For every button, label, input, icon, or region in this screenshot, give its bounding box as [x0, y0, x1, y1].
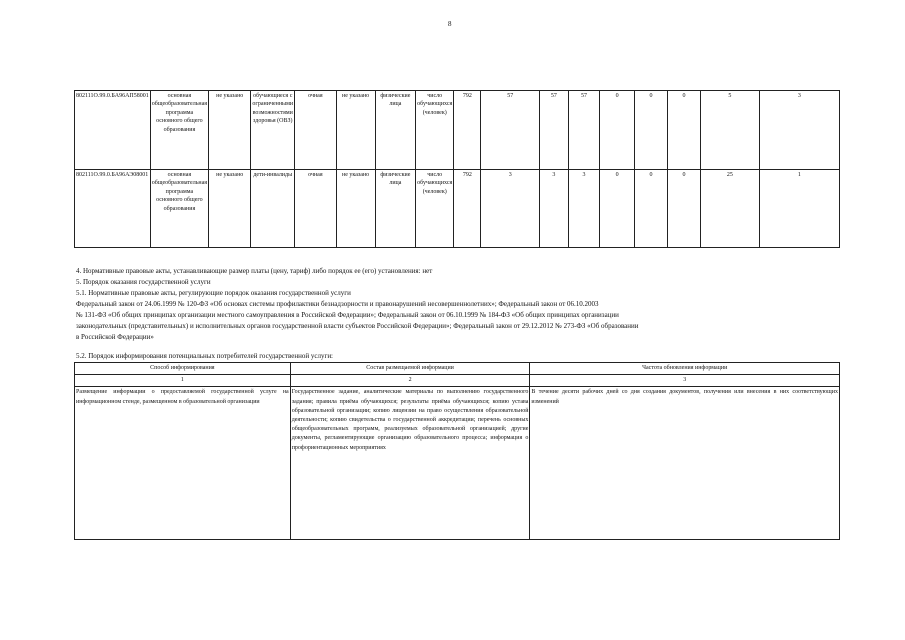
table-cell: не указано — [209, 91, 251, 170]
header-method: Способ информирования — [75, 363, 291, 375]
table-cell: не указано — [336, 91, 375, 170]
table-cell: основная общеобразовательная программа основного общего образования — [150, 91, 208, 170]
table-cell: не указано — [336, 170, 375, 248]
table-cell: 0 — [667, 170, 700, 248]
page-number: 8 — [448, 20, 452, 28]
laws-line-1: Федеральный закон от 24.06.1999 № 120-ФЗ «Об основах системы профилактики безнадзорности и правонарушений несовершеннолетних»; Федеральный закон от 06.10.2003 — [76, 300, 599, 308]
table-cell: основная общеобразовательная программа основного общего образования — [150, 170, 208, 248]
table-cell: 792 — [454, 91, 481, 170]
information-table — [74, 362, 840, 540]
table-cell: 1 — [759, 170, 839, 248]
col-number: 1 — [75, 375, 291, 387]
table-cell: 57 — [568, 91, 600, 170]
frequency-cell: В течение десяти рабочих дней со дня создания документов, получения или внесения в них соответствующих изменений — [530, 387, 840, 540]
table-cell: очная — [295, 91, 337, 170]
col-number: 3 — [530, 375, 840, 387]
services-volume-table — [74, 90, 840, 248]
table-cell: 792 — [454, 170, 481, 248]
laws-line-3: законодательных (представительных) и исполнительных органов государственной власти субъектов Российской Федерации»; Федеральный закон от 29.12.2012 № 273-ФЗ «Об образовании — [76, 322, 639, 330]
col-number: 2 — [290, 375, 530, 387]
table-cell: 0 — [635, 170, 668, 248]
table-cell: 802111О.99.0.БА96АП58001 — [75, 91, 151, 170]
section-4-text: 4. Нормативные правовые акты, устанавливающие размер платы (цену, тариф) либо порядок ее (его) установления: нет — [76, 267, 433, 275]
table-cell: число обучающихся (человек) — [416, 91, 454, 170]
table-cell: 3 — [759, 91, 839, 170]
table-cell: дети-инвалиды — [251, 170, 295, 248]
table-cell: 25 — [700, 170, 759, 248]
header-content: Состав размещаемой информации — [290, 363, 530, 375]
laws-line-4: в Российской Федерации» — [76, 333, 154, 341]
table-cell: 802111О.99.0.БА96АЭ08001 — [75, 170, 151, 248]
table-cell: 3 — [481, 170, 540, 248]
section-5-1-title: 5.1. Нормативные правовые акты, регулирующие порядок оказания государственной услуги — [76, 289, 351, 297]
header-frequency: Частота обновления информации — [530, 363, 840, 375]
laws-line-2: № 131-ФЗ «Об общих принципах организации местного самоуправления в Российской Федерации»; Федеральный закон от 06.10.1999 № 184-ФЗ «Об общих принципах организации — [76, 311, 619, 319]
table-row — [75, 170, 840, 248]
table-cell: физические лица — [375, 91, 416, 170]
table-cell: 5 — [700, 91, 759, 170]
table-cell: обучающиеся с ограниченными возможностями здоровья (ОВЗ) — [251, 91, 295, 170]
table-cell: 0 — [600, 91, 635, 170]
table-cell: 0 — [667, 91, 700, 170]
table-cell: 57 — [481, 91, 540, 170]
content-cell: Государственное задание, аналитические материалы по выполнению государственного задания; правила приёма обучающихся; результаты приёма обучающихся; копию устава образовательной организации; копию лицензии на право осуществления образовательной деятельности; копию свидетельства о государственной аккредитации; перечень основных общеобразовательных программ, реализуемых образовательной организацией; другие документы, регламентирующие организацию образовательного процесса; информация о профориентационных мероприятиях — [290, 387, 530, 540]
table-cell: число обучающихся (человек) — [416, 170, 454, 248]
table-cell: 57 — [540, 91, 568, 170]
table-cell: 3 — [540, 170, 568, 248]
table-cell: 0 — [635, 91, 668, 170]
section-5-2-title: 5.2. Порядок информирования потенциальных потребителей государственной услуги: — [76, 352, 334, 360]
method-cell: Размещение информации о предоставляемой государственной услуге на информационном стенде, размещенном в образовательной организации — [75, 387, 291, 540]
table-cell: физические лица — [375, 170, 416, 248]
table-cell: 0 — [600, 170, 635, 248]
table-cell: очная — [295, 170, 337, 248]
section-5-title: 5. Порядок оказания государственной услуги — [76, 278, 211, 286]
table-cell: 3 — [568, 170, 600, 248]
table-cell: не указано — [209, 170, 251, 248]
table-row — [75, 91, 840, 170]
